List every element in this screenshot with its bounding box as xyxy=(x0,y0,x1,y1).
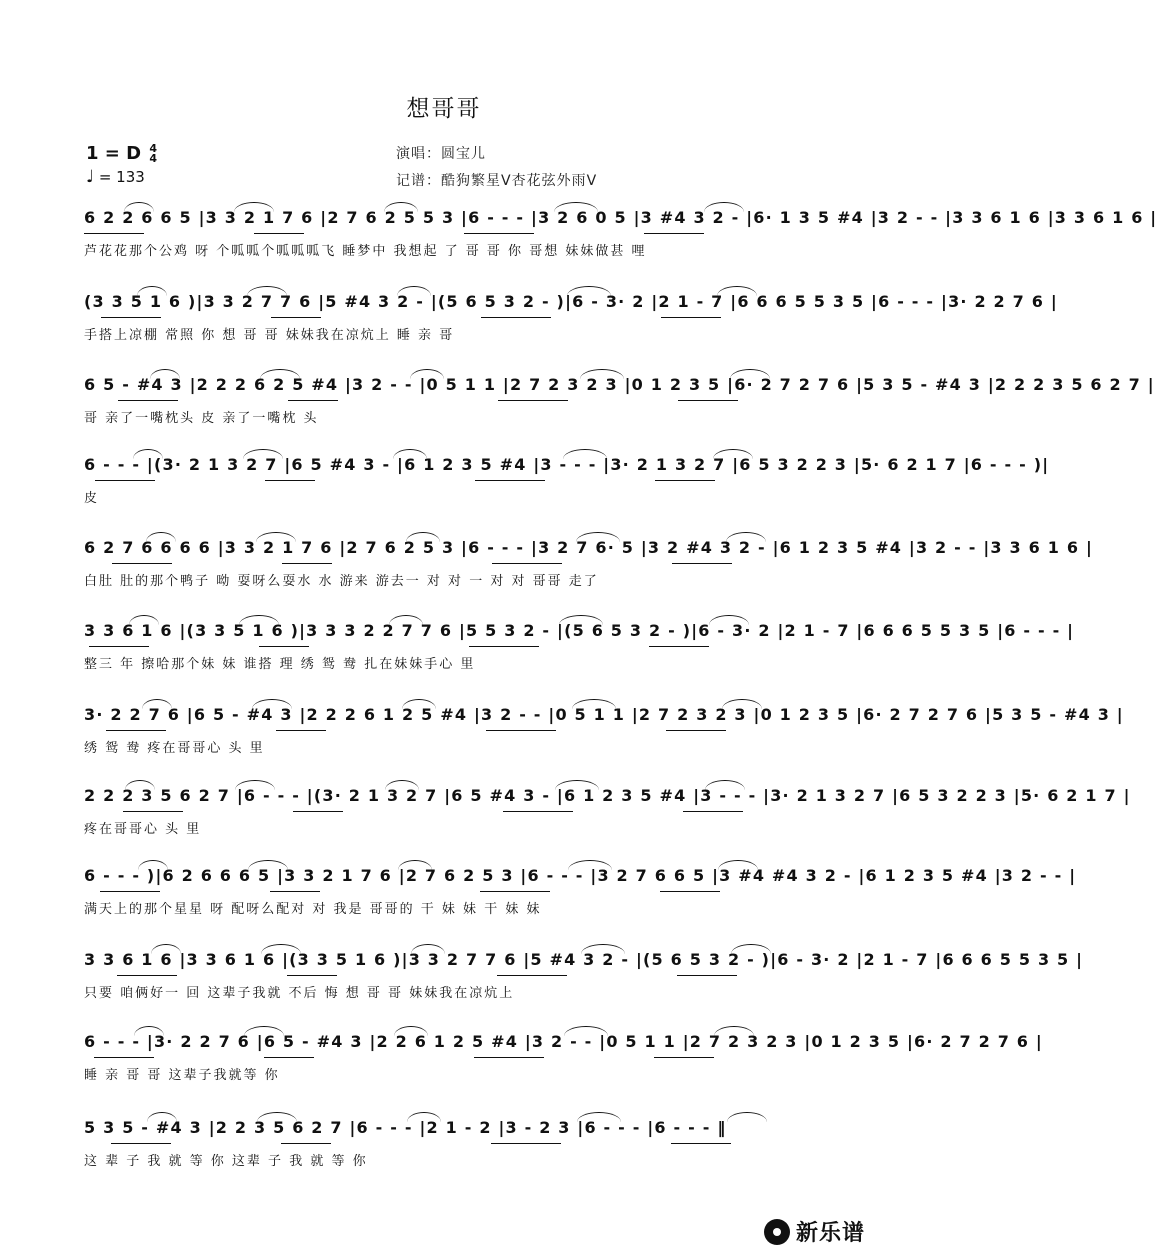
score-row xyxy=(84,786,1131,846)
slur-mark xyxy=(397,286,431,296)
beam-mark xyxy=(100,891,160,892)
notation-line: (3 3 5 1 6 )|3 3 2 7 7 6 |5 #4 3 2 - |(5 6 5 3 2 - )|6 - 3· 2 |2 1 - 7 |6 6 6 5 5 3 5 |6 - - - |3· 2 2 7 6 | xyxy=(84,292,1058,311)
slur-mark xyxy=(726,532,766,542)
beam-mark xyxy=(497,975,567,976)
notation-line: 2 2 2 3 5 6 2 7 |6 - - - |(3· 2 1 3 2 7 |6 5 #4 3 - |6 1 2 3 5 #4 |3 - - - |3· 2 1 3 2 7 |6 5 3 2 2 3 |5· 6 2 1 7 | xyxy=(84,786,1131,805)
notation-line: 5 3 5 - #4 3 |2 2 3 5 6 2 7 |6 - - - |2 1 - 2 |3 - 2 3 |6 - - - |6 - - - ‖ xyxy=(84,1118,727,1137)
slur-mark xyxy=(142,699,172,709)
slur-mark xyxy=(411,944,445,954)
beam-mark xyxy=(281,1143,331,1144)
slur-mark xyxy=(731,944,771,954)
beam-mark xyxy=(123,811,183,812)
slur-mark xyxy=(577,1112,621,1122)
beam-mark xyxy=(287,975,337,976)
beam-mark xyxy=(89,646,149,647)
beam-mark xyxy=(655,480,715,481)
lyric-line: 手搭上凉棚 常照 你 想 哥 哥 妹妹我在凉炕上 睡 亲 哥 xyxy=(84,328,455,343)
slur-mark xyxy=(261,944,301,954)
beam-mark xyxy=(486,730,556,731)
slur-mark xyxy=(572,699,616,709)
beam-mark xyxy=(677,975,737,976)
beam-mark xyxy=(671,1143,731,1144)
performer-credit: 演唱：圆宝儿 xyxy=(396,146,486,162)
beam-mark xyxy=(660,891,720,892)
beam-mark xyxy=(678,400,738,401)
slur-mark xyxy=(394,1026,428,1036)
quarter-note-icon: ♩ xyxy=(86,167,95,187)
lyric-line: 满天上的那个星星 呀 配呀么配对 对 我是 哥哥的 干 妹 妹 干 妹 妹 xyxy=(84,902,542,917)
notation-line: 3· 2 2 7 6 |6 5 - #4 3 |2 2 2 6 1 2 5 #4 |3 2 - - |0 5 1 1 |2 7 2 3 2 3 |0 1 2 3 5 |6· 2 7 2 7 6 |5 3 5 - #4 3 | xyxy=(84,705,1124,724)
beam-mark xyxy=(492,563,562,564)
slur-mark xyxy=(709,615,749,625)
slur-mark xyxy=(727,1112,767,1122)
slur-mark xyxy=(580,369,624,379)
beam-mark xyxy=(644,233,704,234)
beam-mark xyxy=(259,646,309,647)
score-row xyxy=(84,208,1157,268)
slur-mark xyxy=(705,780,745,790)
score-row xyxy=(84,455,1050,515)
beam-mark xyxy=(672,563,732,564)
notation-line: 6 - - - |(3· 2 1 3 2 7 |6 5 #4 3 - |6 1 2 3 5 #4 |3 - - - |3· 2 1 3 2 7 |6 5 3 2 2 3 |5· 6 2 1 7 |6 - - - )| xyxy=(84,455,1050,474)
key-signature xyxy=(86,143,157,164)
score-row xyxy=(84,866,1077,926)
logo-text: 新乐谱 xyxy=(796,1221,866,1246)
slur-mark xyxy=(410,369,444,379)
lyric-line: 整三 年 擦哈那个妹 妹 谁搭 理 绣 鸳 鸯 扎在妹妹手心 里 xyxy=(84,657,476,672)
slur-mark xyxy=(257,1112,297,1122)
slur-mark xyxy=(243,449,283,459)
site-logo xyxy=(764,1216,865,1247)
score-row xyxy=(84,292,1058,352)
beam-mark xyxy=(111,1143,171,1144)
slur-mark xyxy=(567,286,611,296)
transcriber-credit: 记谱：酷狗繁星V杏花弦外雨V xyxy=(396,173,598,189)
slur-mark xyxy=(581,944,625,954)
beam-mark xyxy=(475,480,545,481)
slur-mark xyxy=(239,615,279,625)
beam-mark xyxy=(491,1143,561,1144)
slur-mark xyxy=(147,1112,177,1122)
slur-mark xyxy=(138,860,168,870)
beam-mark xyxy=(288,400,338,401)
score-row xyxy=(84,375,1155,435)
tempo-marking xyxy=(86,167,145,187)
slur-mark xyxy=(252,699,292,709)
beam-mark xyxy=(666,730,726,731)
beam-mark xyxy=(498,400,568,401)
slur-mark xyxy=(402,699,436,709)
lyric-line: 皮 xyxy=(84,491,100,506)
slur-mark xyxy=(248,860,288,870)
slur-mark xyxy=(730,369,770,379)
beam-mark xyxy=(94,1057,154,1058)
slur-mark xyxy=(713,449,753,459)
beam-mark xyxy=(118,400,178,401)
beam-mark xyxy=(661,317,721,318)
slur-mark xyxy=(150,369,180,379)
lyric-line: 只要 咱俩好一 回 这辈子我就 不后 悔 想 哥 哥 妹妹我在凉炕上 xyxy=(84,986,515,1001)
slur-mark xyxy=(717,286,757,296)
tempo-value: = 133 xyxy=(98,168,145,186)
beam-mark xyxy=(270,891,320,892)
slur-mark xyxy=(134,1026,164,1036)
beam-mark xyxy=(474,1057,544,1058)
key-label: 1 = D xyxy=(86,143,142,164)
notation-line: 3 3 6 1 6 |(3 3 5 1 6 )|3 3 3 2 2 7 7 6 |5 5 3 2 - |(5 6 5 3 2 - )|6 - 3· 2 |2 1 - 7 |6 6 6 5 5 3 5 |6 - - - | xyxy=(84,621,1075,640)
beam-mark xyxy=(282,563,332,564)
song-title: 想哥哥 xyxy=(406,96,482,122)
slur-mark xyxy=(260,369,300,379)
notation-line: 6 - - - )|6 2 6 6 6 5 |3 3 2 1 7 6 |2 7 6 2 5 3 |6 - - - |3 2 7 6 6 5 |3 #4 #4 3 2 - |6 1 2 3 5 #4 |3 2 - - | xyxy=(84,866,1077,885)
lyric-line: 睡 亲 哥 哥 这辈子我就等 你 xyxy=(84,1068,280,1083)
beam-mark xyxy=(469,646,539,647)
slur-mark xyxy=(568,860,612,870)
slur-mark xyxy=(407,1112,441,1122)
score-row xyxy=(84,621,1075,681)
notation-line: 6 2 7 6 6 6 6 |3 3 2 1 7 6 |2 7 6 2 5 3 |6 - - - |3 2 7 6· 5 |3 2 #4 3 2 - |6 1 2 3 5 #4 |3 2 - - |3 3 6 1 6 | xyxy=(84,538,1093,557)
slur-mark xyxy=(406,532,440,542)
slur-mark xyxy=(384,202,418,212)
slur-mark xyxy=(146,532,176,542)
beam-mark xyxy=(265,480,315,481)
slur-mark xyxy=(244,1026,284,1036)
beam-mark xyxy=(503,811,573,812)
slur-mark xyxy=(704,202,744,212)
lyric-line: 这 辈 子 我 就 等 你 这辈 子 我 就 等 你 xyxy=(84,1154,368,1169)
slur-mark xyxy=(234,202,274,212)
slur-mark xyxy=(129,615,159,625)
record-disc-icon xyxy=(764,1219,790,1245)
slur-mark xyxy=(555,780,599,790)
beam-mark xyxy=(101,317,161,318)
time-signature xyxy=(149,144,157,164)
slur-mark xyxy=(385,780,419,790)
slur-mark xyxy=(564,1026,608,1036)
beam-mark xyxy=(480,891,550,892)
score-row xyxy=(84,1118,808,1178)
slur-mark xyxy=(389,615,423,625)
lyric-line: 白肚 肚的那个鸭子 呦 耍呀么耍水 水 游来 游去一 对 对 一 对 对 哥哥 走了 xyxy=(84,574,599,589)
time-signature-top: 4 xyxy=(149,142,158,155)
slur-mark xyxy=(151,944,181,954)
beam-mark xyxy=(117,975,177,976)
beam-mark xyxy=(464,233,534,234)
beam-mark xyxy=(293,811,343,812)
slur-mark xyxy=(554,202,598,212)
beam-mark xyxy=(276,730,326,731)
beam-mark xyxy=(649,646,709,647)
lyric-line: 绣 鸳 鸯 疼在哥哥心 头 里 xyxy=(84,741,265,756)
slur-mark xyxy=(559,615,603,625)
beam-mark xyxy=(84,233,144,234)
slur-mark xyxy=(714,1026,754,1036)
beam-mark xyxy=(654,1057,714,1058)
slur-mark xyxy=(563,449,607,459)
beam-mark xyxy=(112,563,172,564)
beam-mark xyxy=(264,1057,314,1058)
time-signature-bottom: 4 xyxy=(149,152,158,165)
beam-mark xyxy=(106,730,166,731)
slur-mark xyxy=(133,449,163,459)
slur-mark xyxy=(124,202,154,212)
beam-mark xyxy=(683,811,743,812)
slur-mark xyxy=(137,286,167,296)
lyric-line: 芦花花那个公鸡 呀 个呱呱个呱呱呱飞 睡梦中 我想起 了 哥 哥 你 哥想 妹妹做甚 哩 xyxy=(84,244,647,259)
notation-line: 3 3 6 1 6 |3 3 6 1 6 |(3 3 5 1 6 )|3 3 2 7 7 6 |5 #4 3 2 - |(5 6 5 3 2 - )|6 - 3· 2 |2 1 - 7 |6 6 6 5 5 3 5 | xyxy=(84,950,1084,969)
beam-mark xyxy=(481,317,551,318)
score-row xyxy=(84,538,1093,598)
slur-mark xyxy=(722,699,762,709)
lyric-line: 疼在哥哥心 头 里 xyxy=(84,822,202,837)
slur-mark xyxy=(256,532,296,542)
score-row xyxy=(84,1032,1043,1092)
slur-mark xyxy=(235,780,275,790)
notation-line: 6 5 - #4 3 |2 2 2 6 2 5 #4 |3 2 - - |0 5 1 1 |2 7 2 3 2 3 |0 1 2 3 5 |6· 2 7 2 7 6 |5 3 5 - #4 3 |2 2 2 3 5 6 2 7 | xyxy=(84,375,1155,394)
slur-mark xyxy=(398,860,432,870)
slur-mark xyxy=(576,532,620,542)
score-row xyxy=(84,705,1124,765)
notation-line: 6 - - - |3· 2 2 7 6 |6 5 - #4 3 |2 2 6 1 2 5 #4 |3 2 - - |0 5 1 1 |2 7 2 3 2 3 |0 1 2 3 5 |6· 2 7 2 7 6 | xyxy=(84,1032,1043,1051)
beam-mark xyxy=(95,480,155,481)
score-row xyxy=(84,950,1084,1010)
slur-mark xyxy=(247,286,287,296)
slur-mark xyxy=(393,449,427,459)
lyric-line: 哥 亲了一嘴枕头 皮 亲了一嘴枕 头 xyxy=(84,411,319,426)
slur-mark xyxy=(718,860,758,870)
beam-mark xyxy=(254,233,304,234)
notation-line: 6 2 2 6 6 5 |3 3 2 1 7 6 |2 7 6 2 5 5 3 |6 - - - |3 2 6 0 5 |3 #4 3 2 - |6· 1 3 5 #4 |3 2 - - |3 3 6 1 6 |3 3 6 1 6 | xyxy=(84,208,1157,227)
slur-mark xyxy=(125,780,155,790)
beam-mark xyxy=(271,317,321,318)
